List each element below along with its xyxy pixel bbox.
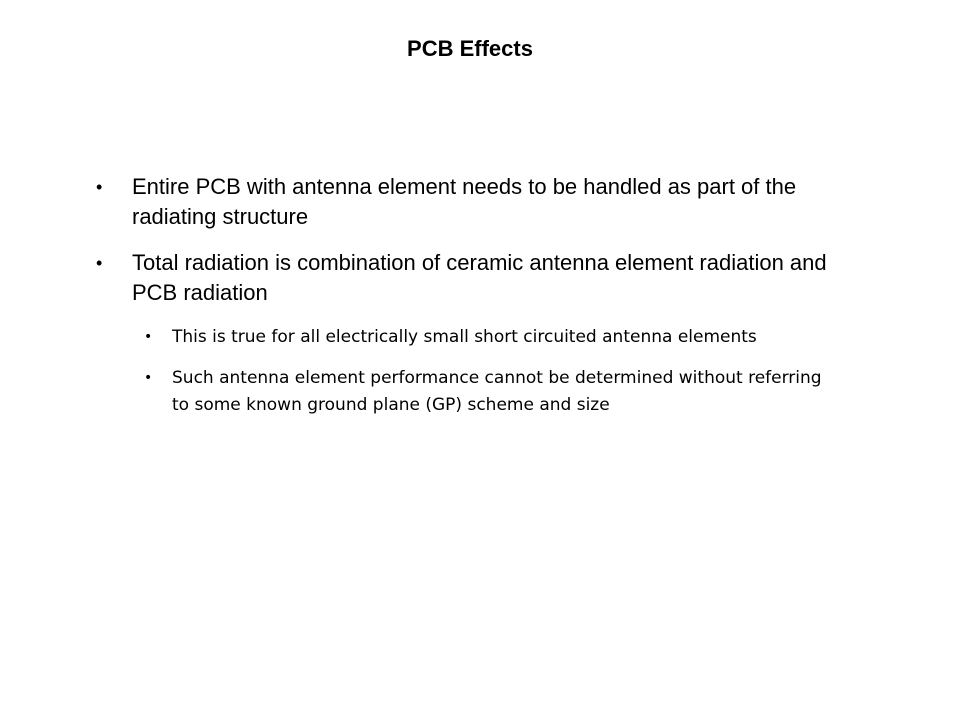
bullet-item-1 <box>96 172 836 232</box>
bullet-marker: • <box>96 253 103 273</box>
subbullet-list <box>96 324 836 419</box>
subbullet-text: This is true for all electrically small short circuited antenna elements <box>172 327 757 347</box>
bullet-text: Entire PCB with antenna element needs to be handled as part of the radiating structure <box>132 174 797 229</box>
slide-content <box>96 172 836 433</box>
subbullet-text: Such antenna element performance cannot be determined without referring to some known ground plane (GP) scheme and size <box>172 368 822 415</box>
bullet-item-2 <box>96 248 836 308</box>
bullet-text: Total radiation is combination of ceramic antenna element radiation and PCB radiation <box>132 250 827 305</box>
bullet-marker: • <box>96 177 103 197</box>
subbullet-item-1 <box>144 324 822 351</box>
subbullet-item-2 <box>144 365 822 419</box>
subbullet-marker: • <box>144 370 153 386</box>
subbullet-marker: • <box>144 329 153 345</box>
slide-title: PCB Effects <box>407 36 533 61</box>
